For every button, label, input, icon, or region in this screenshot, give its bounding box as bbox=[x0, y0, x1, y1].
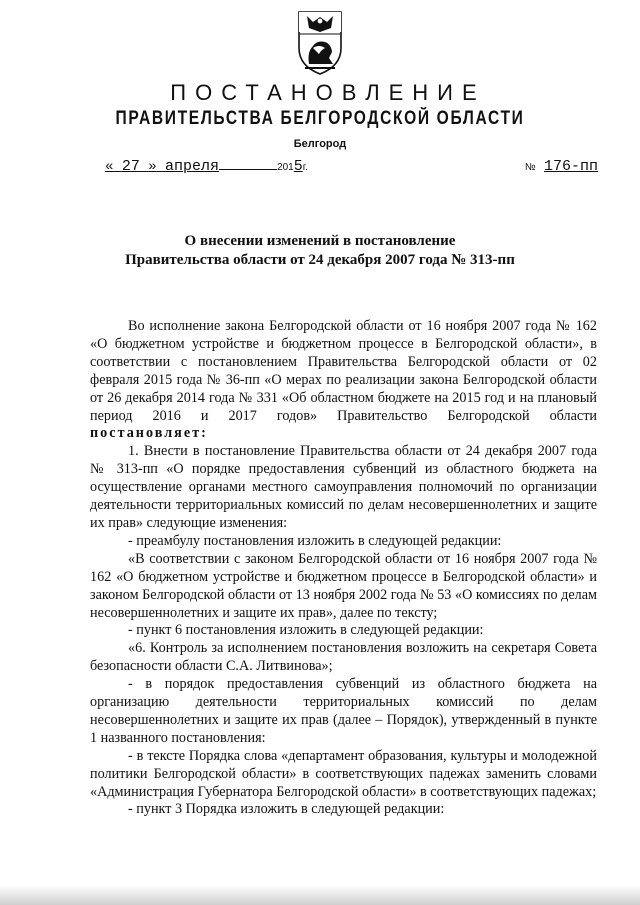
document-type-title: ПОСТАНОВЛЕНИЕ bbox=[170, 80, 486, 105]
paragraph-point-3-change: - пункт 3 Порядка изложить в следующей редакции: bbox=[128, 801, 445, 818]
number-label: № bbox=[524, 162, 536, 173]
resolves-word: постановляет: bbox=[90, 425, 208, 442]
document-number bbox=[525, 158, 598, 175]
paragraph-item-1: 1. Внести в постановление Правительства области от 24 декабря 2007 года № 313-пп «О порядке предоставления субвенций из областного бюджета на осуществление органами местного самоуправления полномочий по организации деятельности территориальных комиссий по делам несовершеннолетних и защите их прав» следующие изменения: bbox=[90, 443, 597, 531]
city-label: Белгород bbox=[293, 138, 347, 150]
paragraph-new-point-6: «6. Контроль за исполнением постановления возложить на секретаря Совета безопасности области С.А. Литвинова»; bbox=[90, 640, 597, 675]
paragraph-text-replacement: - в тексте Порядка слова «департамент образования, культуры и молодежной политики Белгородской области» в соответствующих падежах заменить словами «Администрация Губернатора Белгородской области» в соответствующих падежах; bbox=[90, 747, 597, 800]
date-year-prefix: 201 bbox=[277, 162, 294, 173]
page-bottom-shade bbox=[0, 885, 640, 905]
issuing-authority-title: ПРАВИТЕЛЬСТВА БЕЛГОРОДСКОЙ ОБЛАСТИ bbox=[115, 108, 525, 129]
paragraph-procedure: - в порядок предоставления субвенций из областного бюджета на организацию деятельности территориальных комиссий по делам несовершеннолетних и защите их прав (далее – Порядок), утвержденный в пункте 1 названного постановления: bbox=[90, 676, 597, 746]
coat-of-arms-emblem bbox=[295, 8, 345, 76]
date-year-end: г. bbox=[302, 162, 308, 173]
number-value: 176-пп bbox=[543, 158, 598, 175]
date-close-quote: » bbox=[148, 159, 157, 175]
date-month: апреля bbox=[165, 158, 220, 175]
document-date bbox=[105, 158, 308, 175]
preamble-text: Во исполнение закона Белгородской области от 16 ноября 2007 года № 162 «О бюджетном устройстве и бюджетном процессе в Белгородской области», в соответствии с постановлением Правительства Белгородской области от 02 февраля 2015 года № 36-пп «О мерах по реализации закона Белгородской области от 26 декабря 2014 года № 331 «Об областном бюджете на 2015 год и на плановый период 2016 и 2017 годов» Правительство Белгородской области bbox=[90, 318, 597, 424]
heading-line-1: О внесении изменений в постановление bbox=[184, 233, 456, 249]
heading-line-2: Правительства области от 24 декабря 2007 года № 313-пп bbox=[125, 252, 515, 268]
document-body bbox=[90, 318, 597, 819]
paragraph-point-6-change: - пункт 6 постановления изложить в следующей редакции: bbox=[128, 622, 484, 639]
paragraph-preamble-change: - преамбулу постановления изложить в следующей редакции: bbox=[128, 532, 502, 549]
date-open-quote: « bbox=[105, 159, 114, 175]
date-year-suffix: 5 bbox=[293, 158, 303, 175]
paragraph-new-preamble: «В соответствии с законом Белгородской области от 16 ноября 2007 года № 162 «О бюджетном устройстве и бюджетном процессе в Белгородской области» и законом Белгородской области от 13 ноября 2002 года № 53 «О комиссиях по делам несовершеннолетних и защите их прав», далее по тексту; bbox=[90, 550, 597, 621]
document-heading bbox=[0, 232, 640, 270]
date-day: 27 bbox=[121, 158, 140, 175]
paragraph-preamble bbox=[90, 318, 597, 443]
date-underline bbox=[219, 158, 277, 170]
